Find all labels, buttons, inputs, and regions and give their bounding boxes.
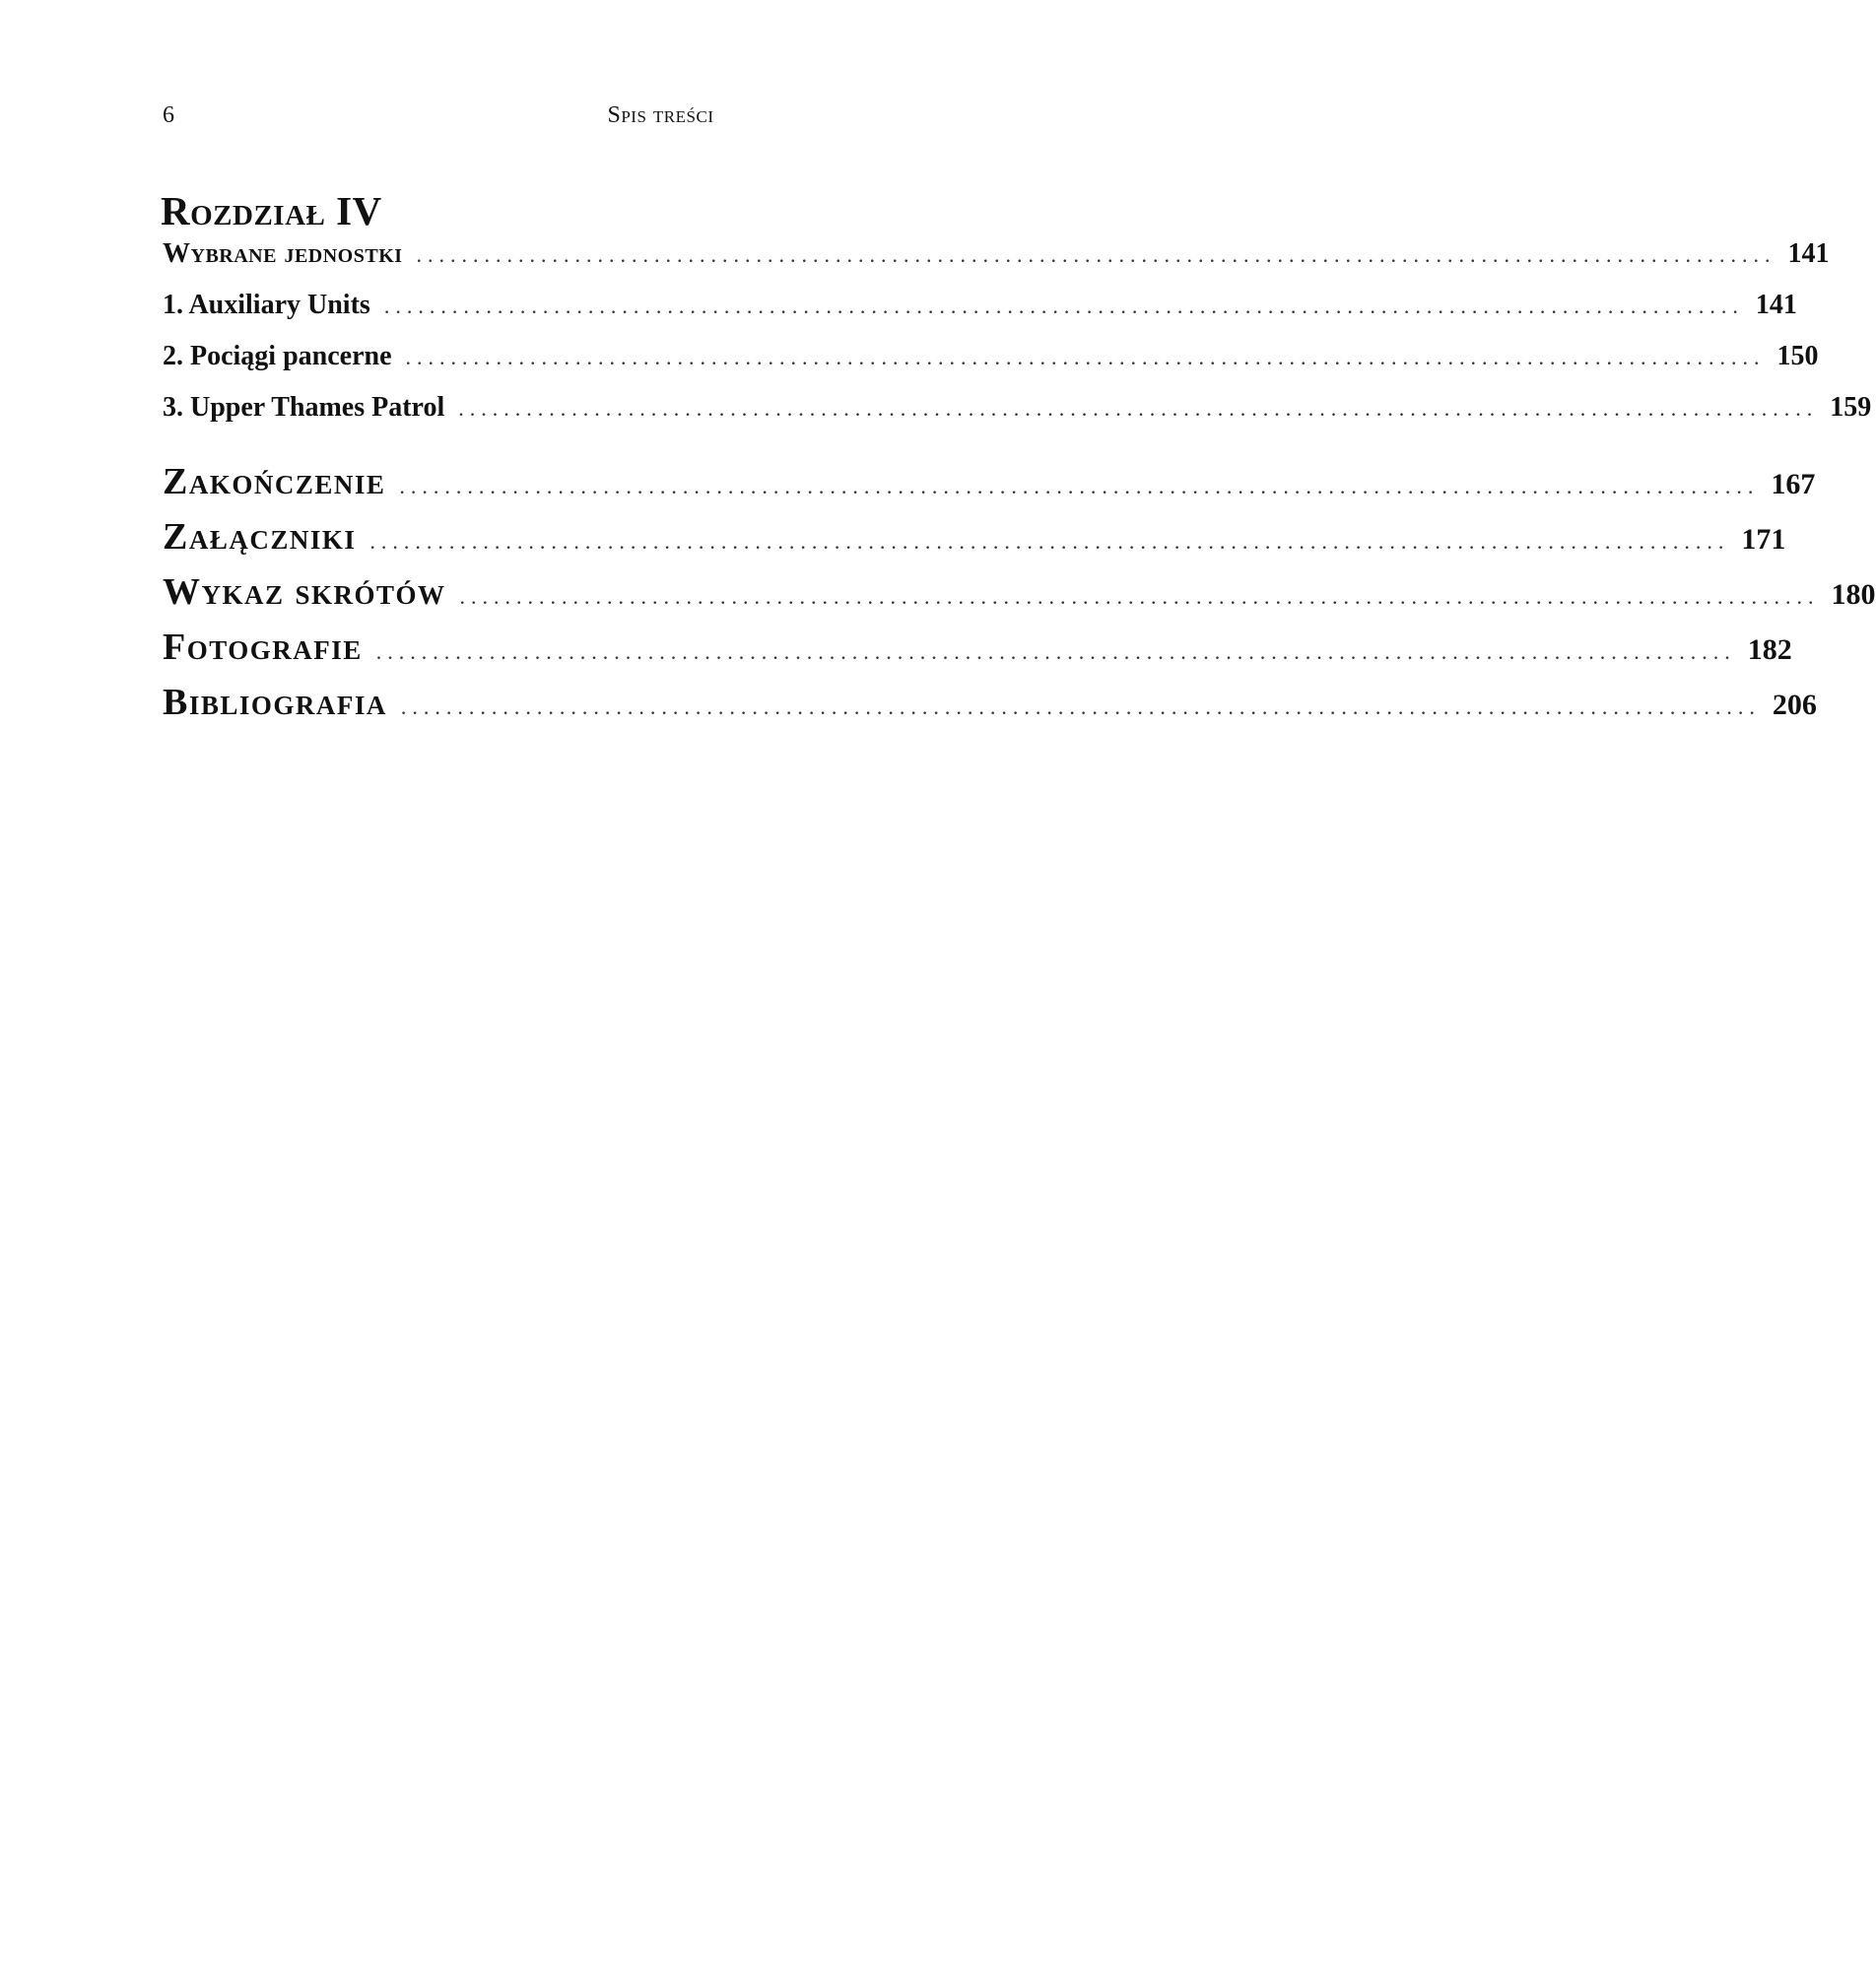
toc-entry-page: 159 [1830, 392, 1872, 423]
toc-entry-page: 206 [1772, 689, 1817, 721]
toc-entry-page: 167 [1771, 468, 1816, 500]
toc-entry-title: Wybrane jednostki [163, 238, 403, 269]
dot-leader: ........................................................................................................................ [369, 529, 1730, 554]
toc-entry-page: 150 [1776, 341, 1819, 371]
toc-entry-part[interactable] [163, 460, 1816, 503]
dot-leader: ........................................................................................................................ [405, 345, 1766, 369]
dot-leader: ........................................................................................................................ [459, 584, 1820, 609]
toc-entry-title: Wykaz skrótów [163, 571, 446, 613]
chapter-heading: Rozdział IV [161, 188, 382, 233]
toc-entry-title: Załączniki [163, 516, 357, 558]
toc-entry-part[interactable] [163, 515, 1786, 559]
toc-entry-section[interactable] [163, 290, 1797, 321]
dot-leader: ........................................................................................................................ [399, 474, 1760, 498]
toc-entry-section[interactable] [163, 392, 1872, 424]
toc-entry-section[interactable] [163, 341, 1819, 372]
toc-entry-title: Zakończenie [163, 461, 386, 502]
running-head [163, 102, 1159, 132]
toc-entry-page: 182 [1747, 633, 1792, 666]
toc-entry-part[interactable] [163, 681, 1817, 724]
toc-entry-title: 1. Auxiliary Units [163, 290, 370, 320]
toc-entry-part[interactable] [163, 626, 1792, 669]
toc-entry-title: 3. Upper Thames Patrol [163, 392, 445, 423]
running-title: Spis treści [607, 102, 714, 128]
toc-entry-page: 180 [1831, 578, 1876, 611]
page-number: 6 [163, 102, 174, 128]
toc-entry-title: 2. Pociągi pancerne [163, 341, 392, 371]
dot-leader: ........................................................................................................................ [383, 294, 1744, 318]
toc-entry-page: 171 [1741, 523, 1786, 556]
toc-entry-part[interactable] [163, 570, 1876, 614]
toc-entry-title: Bibliografia [163, 682, 387, 723]
toc-entry-chapter-subtitle[interactable] [163, 238, 1830, 270]
toc-entry-page: 141 [1787, 238, 1830, 269]
dot-leader: ........................................................................................................................ [375, 639, 1736, 664]
toc-entry-page: 141 [1755, 290, 1797, 320]
dot-leader: ........................................................................................................................ [400, 694, 1761, 719]
dot-leader: ........................................................................................................................ [458, 396, 1819, 421]
toc-entry-title: Fotografie [163, 627, 363, 668]
dot-leader: ........................................................................................................................ [416, 242, 1776, 267]
